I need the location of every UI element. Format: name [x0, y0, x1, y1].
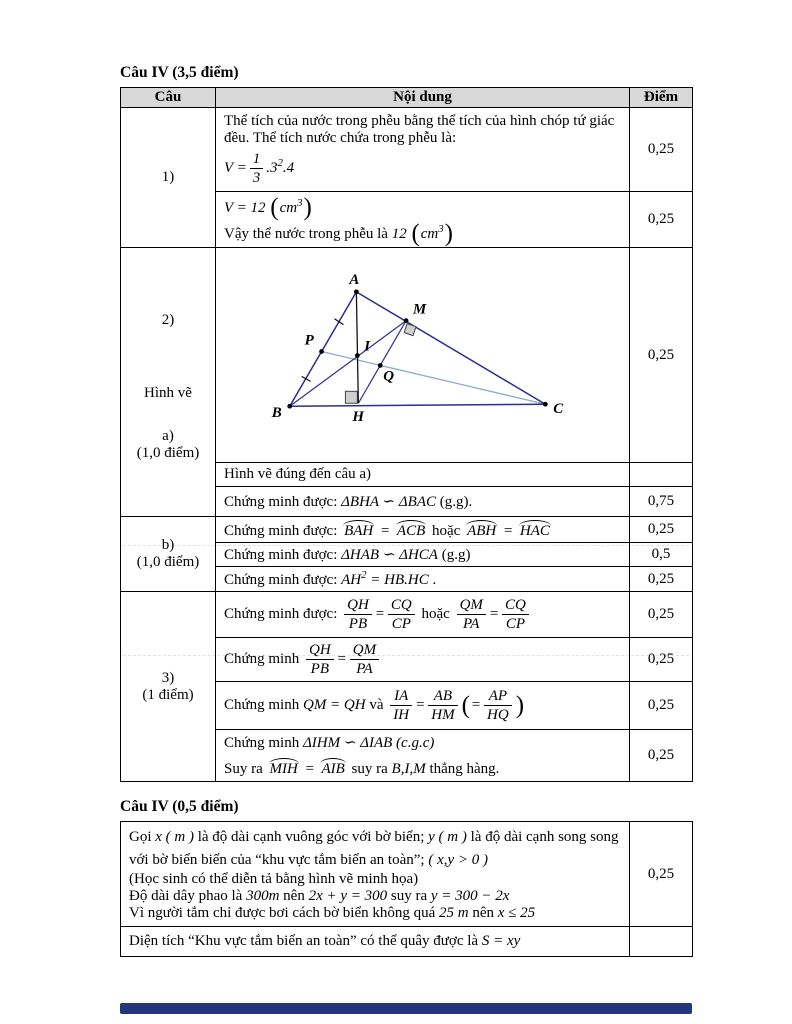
diem-cell: 0,25	[630, 730, 693, 782]
point-m	[404, 318, 409, 323]
row-label-b-points: (1,0 điểm)	[136, 554, 200, 570]
point-a	[354, 289, 359, 294]
noidung-cell	[216, 192, 630, 248]
diem-cell: 0,75	[630, 487, 693, 517]
answer-table-1	[120, 87, 693, 782]
right-angle-square-h	[345, 391, 357, 403]
noidung-cell: Chứng minh được: ΔBHA ∽ ΔBAC (g.g).	[216, 487, 630, 517]
cau-cell-2	[121, 248, 216, 517]
row-label-2: 2)	[161, 312, 175, 328]
line-4: Vì người tắm chỉ được bơi cách bờ biển không quá 25 m nên x ≤ 25	[129, 905, 536, 921]
row-setup	[121, 822, 693, 927]
point-i	[355, 353, 360, 358]
diem-cell: 0,25	[630, 682, 693, 730]
row-label-hinh-ve: Hình vẽ	[144, 385, 192, 401]
label-q: Q	[383, 368, 394, 385]
triangle-side-ac	[356, 292, 545, 404]
header-cau: Câu	[121, 88, 216, 108]
tick-ap	[334, 319, 343, 325]
row-label-b: b)	[161, 537, 175, 553]
claim-line-1: Chứng minh ΔIHM ∽ ΔIAB (c.g.c)	[224, 735, 435, 751]
header-noi-dung: Nội dung	[216, 88, 630, 108]
triangle-side-ab	[290, 292, 357, 406]
label-b: B	[271, 405, 282, 422]
cau-cell-b	[121, 517, 216, 592]
label-c: C	[553, 401, 564, 418]
label-p: P	[304, 332, 314, 349]
triangle-side-bc	[290, 404, 546, 406]
diem-cell: 0,25	[630, 592, 693, 638]
line-3: Độ dài dây phao là 300m nên 2x + y = 300 suy ra y = 300 − 2x	[129, 888, 510, 904]
noidung-cell	[216, 730, 630, 782]
formula: V = $\frac{1}{3}$ $.3^2.4$	[224, 150, 295, 186]
noidung-cell: Chứng minh được: BAH = ACB hoặc ABH = HAC	[216, 517, 630, 543]
answer-table-2	[120, 821, 693, 957]
header-diem: Điểm	[630, 88, 693, 108]
row-3-1	[121, 592, 693, 638]
line-2: (Học sinh có thể diễn tả bằng hình vẽ minh họa)	[129, 871, 419, 887]
row-label-3: 3)	[161, 669, 175, 686]
row-b1	[121, 517, 693, 543]
noidung-cell: Hình vẽ đúng đến câu a)	[216, 463, 630, 487]
document-content	[120, 64, 692, 957]
label-m: M	[413, 301, 427, 318]
next-section-bar	[120, 1003, 692, 1014]
answer-text: Vậy thể nước trong phễu là 12 $(cm^3)$	[224, 220, 453, 248]
row-label-a-points: (1,0 điểm)	[136, 445, 200, 461]
row-figure	[121, 248, 693, 463]
diem-cell: 0,25	[630, 638, 693, 682]
cau-cell-3	[121, 592, 216, 782]
row-1a	[121, 108, 693, 192]
diem-cell	[630, 463, 693, 487]
altitude-ah	[356, 292, 358, 403]
section2-title: Câu IV (0,5 điểm)	[120, 798, 239, 815]
diem-cell: 0,25	[630, 108, 693, 192]
label-i: I	[364, 338, 371, 355]
noidung-cell: Chứng minh được: $\frac{QH}{PB}$ = $\frac{CQ}{CP}$ hoặc $\frac{QM}{PA}$ = $\frac{CQ}{CP}$	[216, 592, 630, 638]
row-label-3-points: (1 điểm)	[142, 686, 194, 703]
cau-cell-1: 1)	[121, 108, 216, 248]
diem-cell	[630, 927, 693, 957]
line-1: Gọi x ( m ) là độ dài cạnh vuông góc với bờ biển; y ( m ) là độ dài cạnh song song với bờ biển biển của “khu vực tắm biển an toàn”; ( x,y > 0 )	[129, 829, 619, 868]
formula: V = 12 $(cm^3)$	[224, 194, 312, 222]
diem-cell: 0,25	[630, 517, 693, 543]
table1-header-row	[121, 88, 693, 108]
noidung-cell: Diện tích “Khu vực tắm biển an toàn” có thể quây được là S = xy	[121, 927, 630, 957]
point-c	[543, 402, 548, 407]
noidung-cell: Chứng minh được: $AH^2 = HB.HC$ .	[216, 567, 630, 592]
label-h: H	[352, 409, 364, 426]
diem-cell: 0,25	[630, 822, 693, 927]
point-q	[378, 363, 383, 368]
noidung-cell	[216, 108, 630, 192]
answer-text: Thể tích của nước trong phễu bằng thể tích của hình chóp tứ giác đều. Thể tích nước chứa trong phễu là:	[224, 112, 615, 146]
point-b	[287, 404, 292, 409]
label-a: A	[349, 271, 360, 288]
noidung-cell: Chứng minh $\frac{QH}{PB}$ = $\frac{QM}{PA}$	[216, 638, 630, 682]
section1-title: Câu IV (3,5 điểm)	[120, 64, 239, 81]
noidung-cell: Chứng minh QM = QH và $\frac{IA}{IH}$ = $\frac{AB}{HM}$ (= $\frac{AP}{HQ}$ )	[216, 682, 630, 730]
claim-line-2: Suy ra MIH = AIB suy ra B,I,M thẳng hàng.	[224, 758, 621, 778]
diem-cell: 0,25	[630, 248, 693, 463]
row-label-a: a)	[162, 428, 174, 444]
diem-cell: 0,5	[630, 543, 693, 567]
row-area	[121, 927, 693, 957]
diem-cell: 0,25	[630, 567, 693, 592]
noidung-cell: Chứng minh được: ΔHAB ∽ ΔHCA (g.g)	[216, 543, 630, 567]
noidung-cell	[121, 822, 630, 927]
geometry-figure	[224, 264, 622, 450]
diem-cell: 0,25	[630, 192, 693, 248]
figure-cell	[216, 248, 630, 463]
point-p	[319, 349, 324, 354]
